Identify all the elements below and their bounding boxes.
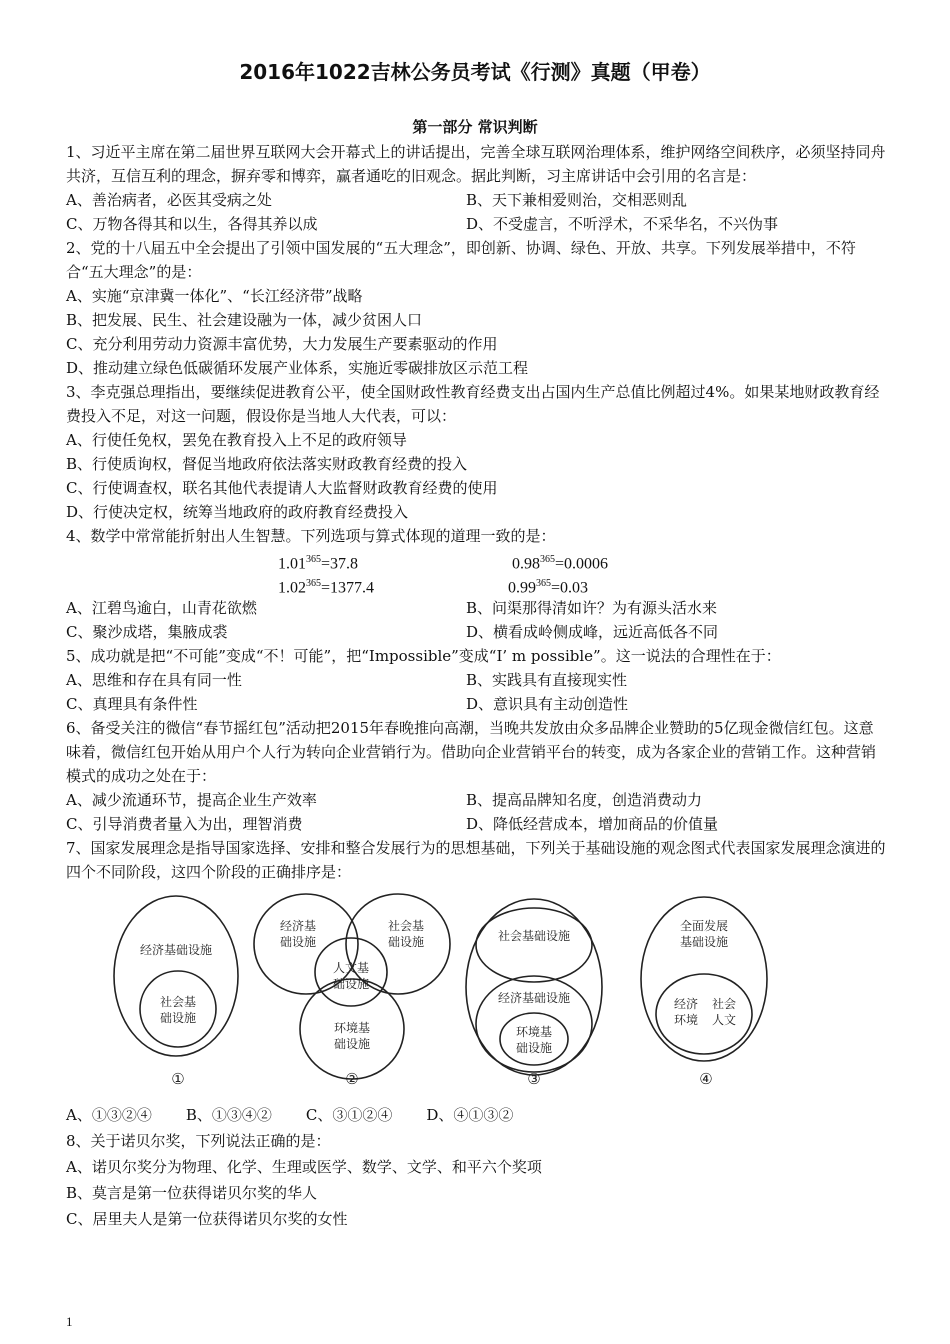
d2-number: ② (345, 1070, 359, 1088)
formula-3: $1.02^{365}=1377.4$ (278, 578, 375, 597)
q1-option-c: C、万物各得其和以生，各得其养以成 (66, 215, 318, 233)
d1-outer-label: 经济基础设施 (139, 943, 213, 957)
q1-options-row2 (66, 212, 888, 236)
q4-option-d: D、横看成岭侧成峰，远近高低各不同 (466, 623, 719, 641)
d2-tl-label-1: 经济基 (279, 919, 317, 933)
d4-inner-circle (656, 974, 752, 1054)
q6-stem: 6、备受关注的微信“春节摇红包”活动把2015年春晚推向高潮，当晚共发放由众多品牌企业赞助的5亿现金微信红包。这意味着，微信红包开始从用户个人行为转向企业营销行为。借助向企业营销平台的转变，成为各家企业的营销工作。这种营销模式的成功之处在于： (66, 719, 877, 785)
q6-option-a: A、减少流通环节，提高企业生产效率 (66, 791, 317, 809)
q3-stem: 3、李克强总理指出，要继续促进教育公平，使全国财政性教育经费支出占国内生产总值比例超过4%。如果某地财政教育经费投入不足，对这一问题，假设你是当地人大代表，可以： (66, 383, 880, 425)
q5-options-row1 (66, 668, 888, 692)
q4-options-row2 (66, 620, 888, 644)
q1-options-row1 (66, 188, 888, 212)
q4-stem: 4、数学中常常能折射出人生智慧。下列选项与算式体现的道理一致的是： (66, 527, 556, 545)
q4-option-c: C、聚沙成塔，集腋成裘 (66, 623, 228, 641)
q6-options-row2 (66, 812, 888, 836)
q5-stem: 5、成功就是把“不可能”变成“不！可能”，把“Impossible”变成“I’ m possible”。这一说法的合理性在于： (66, 647, 781, 665)
q5-option-c: C、真理具有条件性 (66, 695, 198, 713)
q2-stem: 2、党的十八届五中全会提出了引领中国发展的“五大理念”，即创新、协调、绿色、开放、共享。下列发展举措中，不符合“五大理念”的是： (66, 239, 856, 281)
d1-outer-circle (114, 896, 238, 1056)
d2-bottom-label-1: 环境基 (333, 1021, 371, 1035)
page-number: 1 (66, 1314, 73, 1329)
q4-formulas (66, 548, 888, 596)
q8-option-b: B、莫言是第一位获得诺贝尔奖的华人 (66, 1184, 318, 1202)
formula-2: $0.98^{365}=0.0006$ (512, 554, 609, 573)
d2-center-label-2: 础设施 (332, 977, 370, 991)
q2-option-a: A、实施“京津冀一体化”、“长江经济带”战略 (66, 287, 363, 305)
d3-number: ③ (527, 1070, 541, 1088)
d4-top-label-1: 全面发展 (679, 919, 729, 933)
q5-option-b: B、实践具有直接现实性 (466, 671, 628, 689)
q7-options (66, 1103, 888, 1127)
formula-1: $1.01^{365}=37.8$ (278, 554, 359, 573)
q1-option-b: B、天下兼相爱则治，交相恶则乱 (466, 191, 688, 209)
q7-diagram-svg (66, 884, 888, 1089)
d2-tr-label-1: 社会基 (387, 919, 425, 933)
q3-option-a: A、行使任免权，罢免在教育投入上不足的政府领导 (66, 431, 407, 449)
d2-bottom-label-2: 础设施 (333, 1037, 371, 1051)
d2-tr-label-2: 础设施 (387, 935, 425, 949)
d1-number: ① (171, 1070, 185, 1088)
d4-number: ④ (699, 1070, 713, 1088)
q3-option-d: D、行使决定权，统筹当地政府的政府教育经费投入 (66, 503, 409, 521)
q7-diagrams (66, 884, 888, 1089)
q7-option-c: C、③①②④ (305, 1106, 393, 1124)
d4-left-label-2: 环境 (673, 1013, 699, 1027)
d4-right-label-1: 社会 (711, 997, 737, 1011)
d2-tl-label-2: 础设施 (279, 935, 317, 949)
d3-inner-circle (500, 1013, 568, 1065)
d3-top-circle (476, 908, 592, 982)
q5-option-a: A、思维和存在具有同一性 (66, 671, 242, 689)
q4-option-a: A、江碧鸟逾白，山青花欲燃 (66, 599, 257, 617)
d4-left-label-1: 经济 (673, 997, 699, 1011)
q2-option-d: D、推动建立绿色低碳循环发展产业体系，实施近零碳排放区示范工程 (66, 359, 529, 377)
q4-options-row1 (66, 596, 888, 620)
q2-option-c: C、充分利用劳动力资源丰富优势，大力发展生产要素驱动的作用 (66, 335, 498, 353)
d4-right-label-2: 人文 (711, 1013, 737, 1027)
q6-option-c: C、引导消费者量入为出，理智消费 (66, 815, 303, 833)
d3-inner-label-1: 环境基 (515, 1025, 553, 1039)
q7-option-d: D、④①③② (426, 1106, 514, 1124)
q7-option-b: B、①③④② (185, 1106, 272, 1124)
d1-inner-label-2: 础设施 (159, 1011, 197, 1025)
d3-mid-label: 经济基础设施 (497, 991, 571, 1005)
q1-option-d: D、不受虚言，不听浮术，不采华名，不兴伪事 (466, 215, 779, 233)
d2-center-label-1: 人文基 (332, 961, 370, 975)
q6-option-b: B、提高品牌知名度，创造消费动力 (466, 791, 703, 809)
d1-inner-circle (140, 971, 216, 1047)
section-heading: 第一部分 常识判断 (412, 118, 538, 136)
d1-inner-label-1: 社会基 (159, 995, 197, 1009)
q8-option-a: A、诺贝尔奖分为物理、化学、生理或医学、数学、文学、和平六个奖项 (66, 1158, 542, 1176)
q3-option-c: C、行使调查权，联名其他代表提请人大监督财政教育经费的使用 (66, 479, 498, 497)
page-title: 2016年1022吉林公务员考试《行测》真题（甲卷） (239, 60, 711, 84)
q4-option-b: B、问渠那得清如许？为有源头活水来 (466, 599, 718, 617)
q7-stem: 7、国家发展理念是指导国家选择、安排和整合发展行为的思想基础，下列关于基础设施的观念图式代表国家发展理念演进的四个不同阶段，这四个阶段的正确排序是： (66, 839, 886, 881)
q2-option-b: B、把发展、民生、社会建设融为一体，减少贫困人口 (66, 311, 423, 329)
q7-option-a: A、①③②④ (66, 1106, 152, 1124)
formula-4: $0.99^{365}=0.03$ (508, 578, 589, 597)
q5-option-d: D、意识具有主动创造性 (466, 695, 629, 713)
q6-options-row1 (66, 788, 888, 812)
q8-stem: 8、关于诺贝尔奖，下列说法正确的是： (66, 1132, 331, 1150)
q5-options-row2 (66, 692, 888, 716)
d3-top-label: 社会基础设施 (497, 929, 571, 943)
q1-option-a: A、善治病者，必医其受病之处 (66, 191, 272, 209)
d3-inner-label-2: 础设施 (515, 1041, 553, 1055)
q6-option-d: D、降低经营成本，增加商品的价值量 (466, 815, 719, 833)
q8-option-c: C、居里夫人是第一位获得诺贝尔奖的女性 (66, 1210, 348, 1228)
question-content (66, 140, 888, 1231)
q3-option-b: B、行使质询权，督促当地政府依法落实财政教育经费的投入 (66, 455, 468, 473)
d4-top-label-2: 基础设施 (679, 935, 729, 949)
q1-stem: 1、习近平主席在第二届世界互联网大会开幕式上的讲话提出，完善全球互联网治理体系，维护网络空间秩序，必须坚持同舟共济，互信互利的理念，摒弃零和博弈，赢者通吃的旧观念。据此判断，习主席讲话中会引用的名言是： (66, 143, 886, 185)
